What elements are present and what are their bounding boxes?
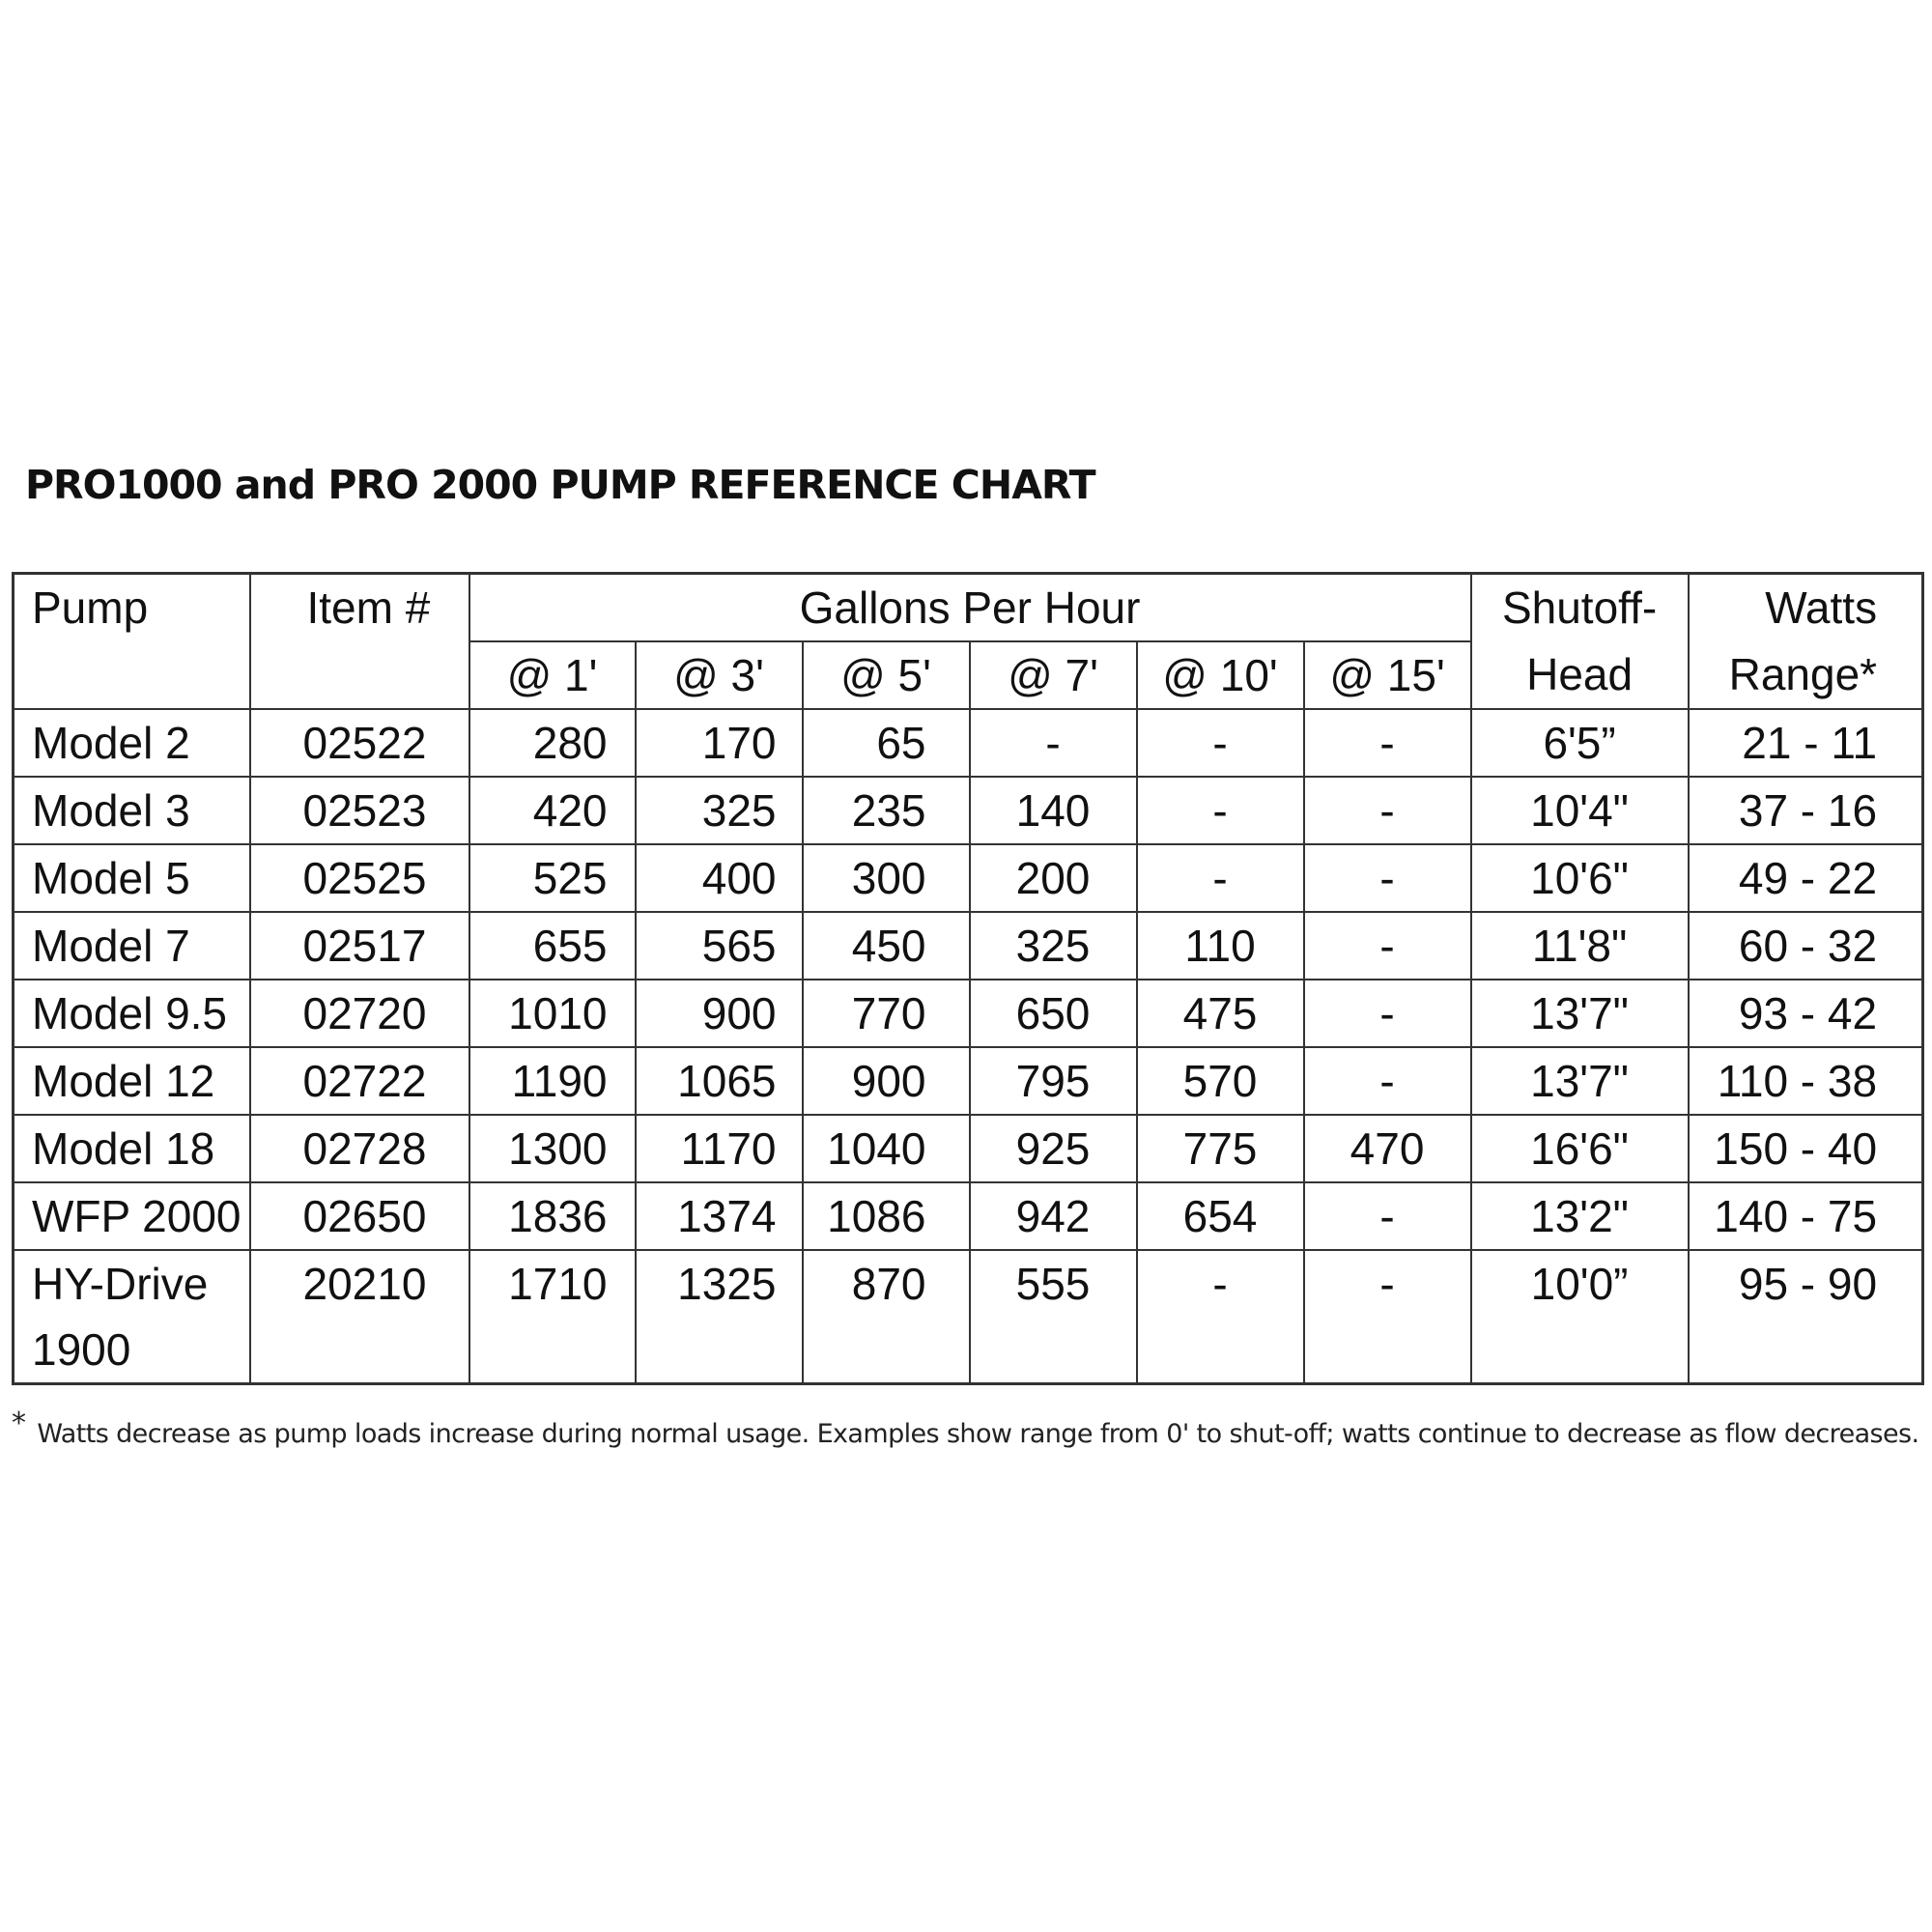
header-height-10ft: @ 10': [1137, 641, 1304, 709]
cell-watts-range: 150 - 40: [1689, 1115, 1923, 1182]
cell-gph-15ft: -: [1304, 1047, 1471, 1115]
cell-pump: Model 2: [14, 709, 250, 777]
header-item-blank: [250, 641, 469, 709]
cell-item: 20210: [250, 1250, 469, 1384]
cell-shutoff-head: 13'2": [1471, 1182, 1689, 1250]
cell-gph-3ft: 1170: [636, 1115, 803, 1182]
cell-gph-7ft: 140: [970, 777, 1137, 844]
cell-gph-15ft: -: [1304, 844, 1471, 912]
table-row: [14, 1182, 1923, 1250]
cell-watts-range: 140 - 75: [1689, 1182, 1923, 1250]
cell-gph-3ft: 900: [636, 980, 803, 1047]
cell-gph-1ft: 1190: [469, 1047, 636, 1115]
cell-item: 02517: [250, 912, 469, 980]
cell-pump: Model 7: [14, 912, 250, 980]
cell-gph-1ft: 420: [469, 777, 636, 844]
table-row: [14, 1250, 1923, 1384]
cell-gph-7ft: 200: [970, 844, 1137, 912]
table-row: [14, 912, 1923, 980]
cell-gph-7ft: 325: [970, 912, 1137, 980]
header-watts-line2: Range*: [1689, 641, 1923, 709]
table-row: [14, 1047, 1923, 1115]
cell-gph-1ft: 280: [469, 709, 636, 777]
cell-pump: WFP 2000: [14, 1182, 250, 1250]
header-shutoff-line1: Shutoff-: [1471, 574, 1689, 642]
cell-gph-3ft: 1065: [636, 1047, 803, 1115]
cell-shutoff-head: 16'6": [1471, 1115, 1689, 1182]
cell-gph-10ft: -: [1137, 1250, 1304, 1384]
cell-gph-1ft: 1836: [469, 1182, 636, 1250]
header-height-15ft: @ 15': [1304, 641, 1471, 709]
header-row-2: [14, 641, 1923, 709]
cell-gph-15ft: -: [1304, 1182, 1471, 1250]
cell-gph-3ft: 325: [636, 777, 803, 844]
header-height-7ft: @ 7': [970, 641, 1137, 709]
cell-watts-range: 110 - 38: [1689, 1047, 1923, 1115]
table-row: [14, 777, 1923, 844]
cell-pump: Model 3: [14, 777, 250, 844]
cell-watts-range: 37 - 16: [1689, 777, 1923, 844]
cell-shutoff-head: 10'0”: [1471, 1250, 1689, 1384]
cell-shutoff-head: 10'6": [1471, 844, 1689, 912]
cell-shutoff-head: 13'7": [1471, 1047, 1689, 1115]
cell-pump: Model 5: [14, 844, 250, 912]
cell-gph-3ft: 170: [636, 709, 803, 777]
cell-gph-5ft: 65: [803, 709, 970, 777]
cell-gph-5ft: 1086: [803, 1182, 970, 1250]
cell-gph-5ft: 770: [803, 980, 970, 1047]
cell-watts-range: 93 - 42: [1689, 980, 1923, 1047]
cell-shutoff-head: 6'5”: [1471, 709, 1689, 777]
cell-gph-7ft: 555: [970, 1250, 1137, 1384]
header-item-number: Item #: [250, 574, 469, 642]
cell-shutoff-head: 13'7": [1471, 980, 1689, 1047]
cell-gph-15ft: -: [1304, 1250, 1471, 1384]
cell-gph-3ft: 1374: [636, 1182, 803, 1250]
header-watts-line1: Watts: [1689, 574, 1923, 642]
cell-gph-1ft: 1010: [469, 980, 636, 1047]
cell-item: 02522: [250, 709, 469, 777]
cell-gph-10ft: -: [1137, 844, 1304, 912]
table-row: [14, 980, 1923, 1047]
cell-gph-1ft: 655: [469, 912, 636, 980]
cell-gph-15ft: -: [1304, 980, 1471, 1047]
cell-gph-10ft: 475: [1137, 980, 1304, 1047]
cell-item: 02728: [250, 1115, 469, 1182]
cell-gph-3ft: 400: [636, 844, 803, 912]
cell-gph-10ft: -: [1137, 777, 1304, 844]
cell-shutoff-head: 10'4": [1471, 777, 1689, 844]
header-row-1: [14, 574, 1923, 642]
cell-gph-15ft: -: [1304, 777, 1471, 844]
table-row: [14, 709, 1923, 777]
cell-item: 02525: [250, 844, 469, 912]
cell-item: 02720: [250, 980, 469, 1047]
header-height-3ft: @ 3': [636, 641, 803, 709]
cell-pump: Model 18: [14, 1115, 250, 1182]
footnote-text: Watts decrease as pump loads increase during normal usage. Examples show range from 0' to shut-off; watts continue to decrease as flow decreases.: [37, 1419, 1919, 1449]
cell-gph-3ft: 565: [636, 912, 803, 980]
cell-gph-7ft: -: [970, 709, 1137, 777]
header-pump-blank: [14, 641, 250, 709]
cell-gph-10ft: 654: [1137, 1182, 1304, 1250]
footnote-marker: *: [12, 1406, 26, 1440]
cell-item: 02523: [250, 777, 469, 844]
chart-title: PRO1000 and PRO 2000 PUMP REFERENCE CHART: [25, 462, 1095, 508]
cell-pump: Model 9.5: [14, 980, 250, 1047]
cell-gph-1ft: 1300: [469, 1115, 636, 1182]
header-height-1ft: @ 1': [469, 641, 636, 709]
cell-gph-10ft: 110: [1137, 912, 1304, 980]
cell-gph-3ft: 1325: [636, 1250, 803, 1384]
header-shutoff-line2: Head: [1471, 641, 1689, 709]
header-pump: Pump: [14, 574, 250, 642]
cell-gph-1ft: 1710: [469, 1250, 636, 1384]
cell-gph-10ft: 570: [1137, 1047, 1304, 1115]
cell-pump: Model 12: [14, 1047, 250, 1115]
table-row: [14, 844, 1923, 912]
cell-shutoff-head: 11'8": [1471, 912, 1689, 980]
footnote: [12, 1406, 1919, 1450]
cell-watts-range: 60 - 32: [1689, 912, 1923, 980]
pump-reference-table: [12, 572, 1924, 1385]
cell-gph-5ft: 450: [803, 912, 970, 980]
cell-gph-7ft: 795: [970, 1047, 1137, 1115]
cell-gph-15ft: -: [1304, 912, 1471, 980]
cell-gph-15ft: -: [1304, 709, 1471, 777]
cell-watts-range: 95 - 90: [1689, 1250, 1923, 1384]
cell-gph-1ft: 525: [469, 844, 636, 912]
cell-gph-10ft: 775: [1137, 1115, 1304, 1182]
table-row: [14, 1115, 1923, 1182]
header-gallons-per-hour: Gallons Per Hour: [469, 574, 1471, 642]
cell-gph-5ft: 235: [803, 777, 970, 844]
cell-gph-7ft: 650: [970, 980, 1137, 1047]
cell-pump: HY-Drive 1900: [14, 1250, 250, 1384]
cell-watts-range: 21 - 11: [1689, 709, 1923, 777]
cell-item: 02650: [250, 1182, 469, 1250]
cell-gph-5ft: 900: [803, 1047, 970, 1115]
cell-gph-7ft: 942: [970, 1182, 1137, 1250]
cell-gph-15ft: 470: [1304, 1115, 1471, 1182]
cell-watts-range: 49 - 22: [1689, 844, 1923, 912]
cell-item: 02722: [250, 1047, 469, 1115]
cell-gph-5ft: 300: [803, 844, 970, 912]
cell-gph-10ft: -: [1137, 709, 1304, 777]
cell-gph-5ft: 870: [803, 1250, 970, 1384]
cell-gph-7ft: 925: [970, 1115, 1137, 1182]
cell-gph-5ft: 1040: [803, 1115, 970, 1182]
header-height-5ft: @ 5': [803, 641, 970, 709]
